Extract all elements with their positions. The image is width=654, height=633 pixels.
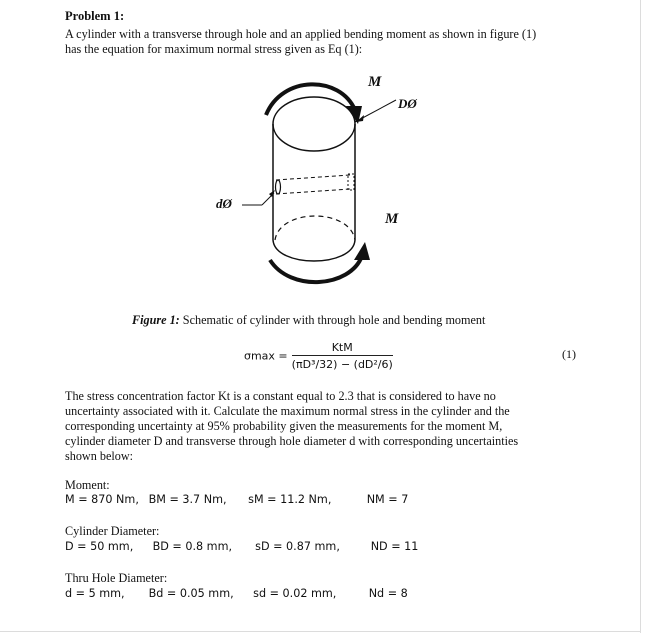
- label-M-mid: M: [385, 211, 399, 227]
- bottom-ellipse-hidden: [275, 216, 355, 240]
- hole-far-opening: [348, 174, 354, 190]
- equation-fraction: [292, 341, 393, 371]
- body-line-3: corresponding uncertainty at 95% probability given the measurements for the moment M,: [65, 419, 503, 433]
- intro-line-2: has the equation for maximum normal stress given as Eq (1):: [65, 42, 363, 56]
- cylinder-figure: [200, 70, 460, 290]
- hole-bottom-dash: [276, 189, 350, 194]
- cylinder-n: ND = 11: [370, 540, 419, 553]
- body-line-5: shown below:: [65, 449, 134, 463]
- caption-prefix: Figure 1:: [132, 313, 180, 327]
- hole-mean: d = 5 mm,: [65, 587, 125, 600]
- cylinder-heading: Cylinder Diameter:: [65, 524, 160, 538]
- hole-heading: Thru Hole Diameter:: [65, 571, 168, 585]
- intro-line-1: A cylinder with a transverse through hole and an applied bending moment as shown in figure (1): [65, 27, 537, 41]
- caption-text: Schematic of cylinder with through hole and bending moment: [182, 313, 486, 327]
- moment-n: NM = 7: [366, 493, 409, 506]
- equation-number: (1): [562, 347, 576, 361]
- hole-n: Nd = 8: [368, 587, 408, 600]
- cylinder-bias: BD = 0.8 mm,: [152, 540, 233, 553]
- cylinder-values: [65, 540, 418, 553]
- hole-std: sd = 0.02 mm,: [253, 587, 337, 600]
- moment-std: sM = 11.2 Nm,: [248, 493, 332, 506]
- moment-bias: BM = 3.7 Nm,: [148, 493, 227, 506]
- hole-near-opening: [276, 180, 281, 194]
- bottom-moment-arrow: [270, 256, 362, 282]
- body-line-1: The stress concentration factor Kt is a constant equal to 2.3 that is considered to have no: [65, 389, 496, 403]
- hole-bias: Bd = 0.05 mm,: [148, 587, 234, 600]
- moment-values: [65, 493, 408, 506]
- cylinder-mean: D = 50 mm,: [65, 540, 134, 553]
- bottom-ellipse-front: [273, 240, 355, 261]
- bottom-arrow-head: [354, 242, 370, 260]
- moment-mean: M = 870 Nm,: [65, 493, 139, 506]
- moment-heading: Moment:: [65, 478, 110, 492]
- equation-numerator: KtM: [292, 341, 393, 356]
- figure-caption: [132, 313, 485, 328]
- cylinder-top-ellipse: [273, 97, 355, 151]
- label-D-diameter: DØ: [398, 96, 417, 111]
- body-line-2: uncertainty associated with it. Calculate the maximum normal stress in the cylinder and the: [65, 404, 510, 418]
- right-border: [640, 0, 641, 633]
- equation-1: [244, 341, 393, 371]
- cylinder-std: sD = 0.87 mm,: [255, 540, 340, 553]
- label-M-top: M: [368, 74, 382, 90]
- problem-title: Problem 1:: [65, 9, 125, 23]
- label-d-diameter: dØ: [216, 196, 232, 211]
- hole-values: [65, 587, 408, 600]
- body-line-4: cylinder diameter D and transverse through hole diameter d with corresponding uncertainties: [65, 434, 519, 448]
- equation-lhs: σmax =: [244, 349, 288, 363]
- bottom-border: [0, 631, 641, 632]
- equation-denominator: (πD³/32) − (dD²/6): [291, 358, 393, 371]
- hole-top-dash: [276, 175, 350, 180]
